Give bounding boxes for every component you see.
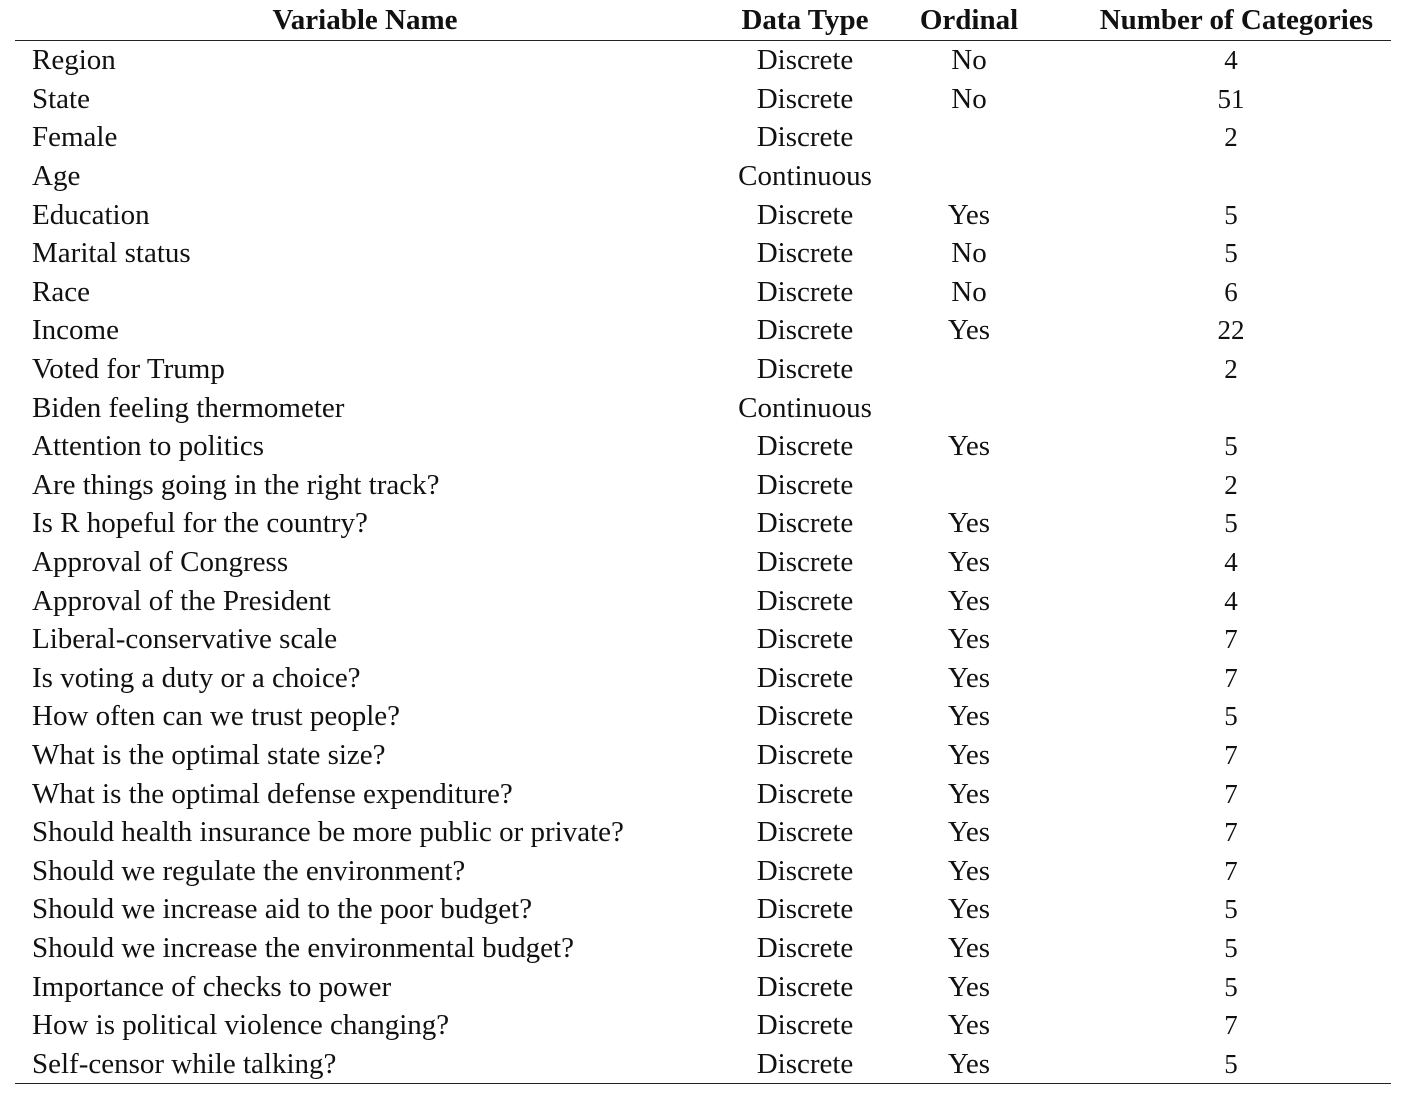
table-row xyxy=(15,581,1391,620)
cell-variable-name: Marital status xyxy=(32,237,191,270)
cell-variable-name: Is voting a duty or a choice? xyxy=(32,661,361,694)
cell-data-type: Discrete xyxy=(715,1044,895,1083)
cell-ordinal: Yes xyxy=(947,738,991,771)
cell-variable-name: Education xyxy=(32,198,150,231)
cell-number-of-categories: 22 xyxy=(1217,315,1245,346)
cell-data-type: Discrete xyxy=(756,893,854,926)
cell-number-of-categories: 5 xyxy=(1224,932,1238,963)
cell-variable-name: How is political violence changing? xyxy=(32,1009,450,1042)
cell-variable-name: Self-censor while talking? xyxy=(15,1044,715,1083)
cell-number-of-categories: 4 xyxy=(1224,547,1238,578)
cell-number-of-categories: 4 xyxy=(1224,585,1238,616)
table-row xyxy=(15,466,1391,505)
cell-data-type: Discrete xyxy=(756,854,854,887)
cell-data-type: Discrete xyxy=(756,700,854,733)
cell-data-type: Discrete xyxy=(756,970,854,1003)
cell-data-type: Continuous xyxy=(738,391,872,424)
cell-ordinal xyxy=(895,466,1043,505)
cell-number-of-categories: 7 xyxy=(1224,624,1238,655)
cell-number-of-categories: 7 xyxy=(1224,739,1238,770)
cell-variable-name: Are things going in the right track? xyxy=(32,468,440,501)
cell-number-of-categories: 5 xyxy=(1224,971,1238,1002)
cell-number-of-categories: 5 xyxy=(1224,199,1238,230)
cell-variable-name: Race xyxy=(32,275,90,308)
cell-variable-name: Importance of checks to power xyxy=(32,970,392,1003)
table-row xyxy=(15,195,1391,234)
table-row xyxy=(15,350,1391,389)
cell-ordinal xyxy=(895,118,1043,157)
cell-number-of-categories: 7 xyxy=(1224,1010,1238,1041)
cell-data-type: Discrete xyxy=(756,353,854,386)
cell-ordinal: No xyxy=(951,275,987,308)
cell-number-of-categories: 2 xyxy=(1224,354,1238,385)
cell-variable-name: Approval of the President xyxy=(32,584,331,617)
cell-ordinal: Yes xyxy=(947,546,991,579)
cell-number-of-categories: 5 xyxy=(1224,701,1238,732)
table-row xyxy=(15,543,1391,582)
table-body xyxy=(15,41,1391,1084)
cell-number-of-categories: 5 xyxy=(1224,238,1238,269)
cell-ordinal: Yes xyxy=(947,854,991,887)
cell-ordinal: Yes xyxy=(947,893,991,926)
cell-ordinal xyxy=(895,350,1043,389)
cell-ordinal: Yes xyxy=(947,623,991,656)
table-row xyxy=(15,736,1391,775)
cell-data-type: Discrete xyxy=(756,44,854,77)
table-row xyxy=(15,504,1391,543)
cell-number-of-categories: 51 xyxy=(1217,83,1245,114)
cell-number-of-categories: 7 xyxy=(1224,855,1238,886)
cell-variable-name: State xyxy=(32,82,90,115)
cell-ordinal: Yes xyxy=(947,661,991,694)
cell-variable-name: What is the optimal state size? xyxy=(32,738,386,771)
table-row xyxy=(15,929,1391,968)
table-row xyxy=(15,1006,1391,1045)
cell-ordinal: Yes xyxy=(947,198,991,231)
cell-ordinal: Yes xyxy=(947,931,991,964)
variables-table xyxy=(15,0,1391,1084)
table-row xyxy=(15,273,1391,312)
cell-variable-name: Should we increase the environmental budget? xyxy=(32,931,574,964)
cell-number-of-categories xyxy=(1043,157,1391,196)
cell-data-type: Discrete xyxy=(756,931,854,964)
header-variable-name: Variable Name xyxy=(15,0,715,41)
table-header xyxy=(15,0,1391,41)
table-row xyxy=(15,890,1391,929)
cell-ordinal: Yes xyxy=(947,584,991,617)
cell-variable-name: Region xyxy=(32,44,116,77)
cell-ordinal: Yes xyxy=(947,700,991,733)
table-row xyxy=(15,118,1391,157)
cell-data-type: Discrete xyxy=(756,1009,854,1042)
cell-ordinal: Yes xyxy=(947,970,991,1003)
cell-number-of-categories xyxy=(1043,388,1391,427)
cell-data-type: Discrete xyxy=(756,430,854,463)
cell-variable-name: Attention to politics xyxy=(32,430,264,463)
cell-number-of-categories: 7 xyxy=(1224,662,1238,693)
cell-data-type: Discrete xyxy=(756,468,854,501)
cell-ordinal: Yes xyxy=(947,816,991,849)
table-row xyxy=(15,41,1391,80)
table-row xyxy=(15,851,1391,890)
header-number-of-categories: Number of Categories xyxy=(1043,0,1391,41)
cell-number-of-categories: 4 xyxy=(1224,45,1238,76)
cell-data-type: Discrete xyxy=(756,816,854,849)
cell-variable-name: Should we regulate the environment? xyxy=(32,854,466,887)
cell-ordinal: No xyxy=(951,82,987,115)
header-ordinal: Ordinal xyxy=(895,0,1043,41)
table-row xyxy=(15,620,1391,659)
cell-ordinal: Yes xyxy=(947,430,991,463)
cell-variable-name: Should we increase aid to the poor budget? xyxy=(32,893,533,926)
cell-variable-name: Income xyxy=(32,314,119,347)
cell-variable-name: Voted for Trump xyxy=(32,353,225,386)
cell-data-type: Discrete xyxy=(756,275,854,308)
cell-data-type: Discrete xyxy=(756,661,854,694)
cell-number-of-categories: 7 xyxy=(1224,778,1238,809)
cell-ordinal xyxy=(895,157,1043,196)
cell-data-type: Discrete xyxy=(756,546,854,579)
cell-number-of-categories: 5 xyxy=(1224,894,1238,925)
header-row xyxy=(15,0,1391,41)
cell-ordinal: Yes xyxy=(947,777,991,810)
cell-data-type: Discrete xyxy=(756,314,854,347)
header-data-type: Data Type xyxy=(715,0,895,41)
cell-variable-name: Is R hopeful for the country? xyxy=(32,507,368,540)
cell-ordinal: Yes xyxy=(947,314,991,347)
cell-data-type: Continuous xyxy=(738,160,872,193)
cell-data-type: Discrete xyxy=(756,584,854,617)
cell-number-of-categories: 2 xyxy=(1224,469,1238,500)
table-row xyxy=(15,697,1391,736)
table-row xyxy=(15,659,1391,698)
cell-number-of-categories: 6 xyxy=(1224,276,1238,307)
cell-data-type: Discrete xyxy=(756,121,854,154)
cell-data-type: Discrete xyxy=(756,507,854,540)
cell-number-of-categories: 5 xyxy=(1043,1044,1391,1083)
table-row xyxy=(15,1044,1391,1083)
cell-data-type: Discrete xyxy=(756,777,854,810)
cell-ordinal: No xyxy=(951,237,987,270)
cell-ordinal: Yes xyxy=(947,507,991,540)
cell-variable-name: Biden feeling thermometer xyxy=(32,391,345,424)
table-row xyxy=(15,774,1391,813)
cell-ordinal: Yes xyxy=(895,1044,1043,1083)
cell-data-type: Discrete xyxy=(756,738,854,771)
cell-variable-name: Female xyxy=(32,121,118,154)
table-row xyxy=(15,234,1391,273)
cell-data-type: Discrete xyxy=(756,237,854,270)
variables-table-container xyxy=(15,0,1391,1084)
cell-variable-name: What is the optimal defense expenditure? xyxy=(32,777,513,810)
table-row xyxy=(15,427,1391,466)
table-row xyxy=(15,157,1391,196)
cell-variable-name: Approval of Congress xyxy=(32,546,289,579)
cell-variable-name: Liberal-conservative scale xyxy=(32,623,338,656)
cell-ordinal: No xyxy=(951,44,987,77)
cell-variable-name: Should health insurance be more public or private? xyxy=(32,816,624,849)
cell-data-type: Discrete xyxy=(756,623,854,656)
cell-number-of-categories: 2 xyxy=(1224,122,1238,153)
cell-ordinal: Yes xyxy=(947,1009,991,1042)
cell-number-of-categories: 7 xyxy=(1224,817,1238,848)
table-row xyxy=(15,388,1391,427)
cell-number-of-categories: 5 xyxy=(1224,431,1238,462)
table-row xyxy=(15,311,1391,350)
cell-data-type: Discrete xyxy=(756,82,854,115)
cell-data-type: Discrete xyxy=(756,198,854,231)
cell-variable-name: How often can we trust people? xyxy=(32,700,401,733)
table-row xyxy=(15,80,1391,119)
table-row xyxy=(15,813,1391,852)
cell-number-of-categories: 5 xyxy=(1224,508,1238,539)
cell-variable-name: Age xyxy=(32,160,81,193)
cell-ordinal xyxy=(895,388,1043,427)
table-row xyxy=(15,967,1391,1006)
